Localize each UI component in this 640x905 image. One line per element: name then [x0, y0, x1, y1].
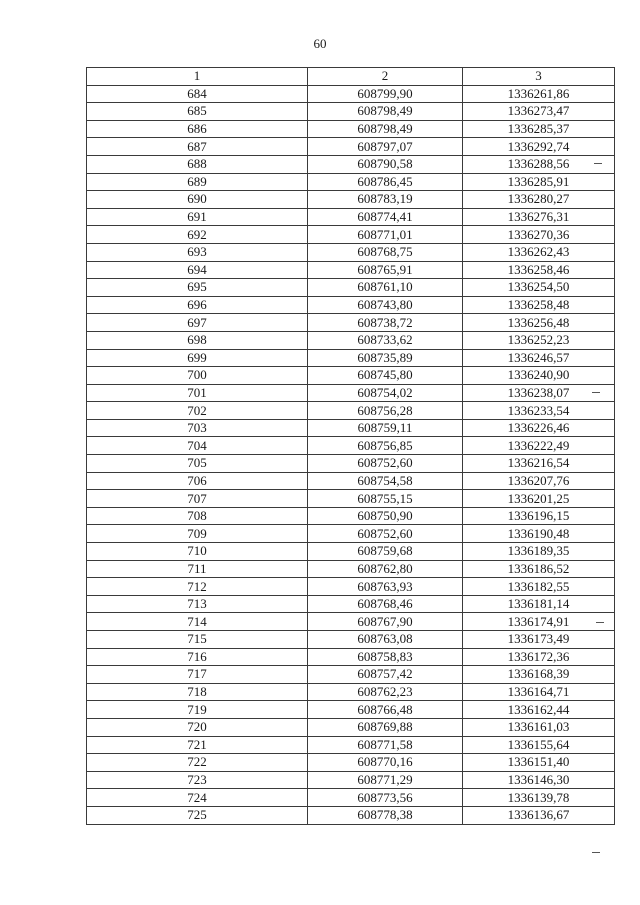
column-header-1: 1	[87, 68, 308, 86]
x-coordinate-cell: 608799,90	[308, 85, 463, 103]
point-number-cell: 710	[87, 543, 308, 561]
table-row	[87, 296, 615, 314]
y-coordinate-cell: 1336254,50	[463, 279, 615, 297]
y-coordinate-cell: 1336276,31	[463, 208, 615, 226]
y-coordinate-cell: 1336146,30	[463, 771, 615, 789]
point-number-cell: 700	[87, 367, 308, 385]
y-coordinate-cell: 1336238,07	[463, 384, 615, 402]
x-coordinate-cell: 608798,49	[308, 103, 463, 121]
y-coordinate-cell: 1336162,44	[463, 701, 615, 719]
point-number-cell: 718	[87, 683, 308, 701]
point-number-cell: 703	[87, 419, 308, 437]
x-coordinate-cell: 608733,62	[308, 331, 463, 349]
x-coordinate-cell: 608756,85	[308, 437, 463, 455]
point-number-cell: 686	[87, 120, 308, 138]
point-number-cell: 684	[87, 85, 308, 103]
x-coordinate-cell: 608773,56	[308, 789, 463, 807]
x-coordinate-cell: 608771,29	[308, 771, 463, 789]
table-row	[87, 701, 615, 719]
y-coordinate-cell: 1336172,36	[463, 648, 615, 666]
x-coordinate-cell: 608758,83	[308, 648, 463, 666]
y-coordinate-cell: 1336168,39	[463, 666, 615, 684]
point-number-cell: 689	[87, 173, 308, 191]
x-coordinate-cell: 608769,88	[308, 718, 463, 736]
x-coordinate-cell: 608771,01	[308, 226, 463, 244]
table-row	[87, 349, 615, 367]
y-coordinate-cell: 1336186,52	[463, 560, 615, 578]
table-row	[87, 631, 615, 649]
y-coordinate-cell: 1336151,40	[463, 754, 615, 772]
x-coordinate-cell: 608738,72	[308, 314, 463, 332]
point-number-cell: 701	[87, 384, 308, 402]
y-coordinate-cell: 1336222,49	[463, 437, 615, 455]
y-coordinate-cell: 1336252,23	[463, 331, 615, 349]
x-coordinate-cell: 608766,48	[308, 701, 463, 719]
table-row	[87, 226, 615, 244]
x-coordinate-cell: 608735,89	[308, 349, 463, 367]
table-row	[87, 472, 615, 490]
point-number-cell: 716	[87, 648, 308, 666]
scan-mark	[592, 392, 600, 393]
table-row	[87, 595, 615, 613]
x-coordinate-cell: 608774,41	[308, 208, 463, 226]
point-number-cell: 717	[87, 666, 308, 684]
x-coordinate-cell: 608759,68	[308, 543, 463, 561]
point-number-cell: 725	[87, 806, 308, 824]
x-coordinate-cell: 608768,46	[308, 595, 463, 613]
table-row	[87, 173, 615, 191]
y-coordinate-cell: 1336201,25	[463, 490, 615, 508]
y-coordinate-cell: 1336285,37	[463, 120, 615, 138]
y-coordinate-cell: 1336261,86	[463, 85, 615, 103]
table-row	[87, 120, 615, 138]
table-row	[87, 683, 615, 701]
x-coordinate-cell: 608762,80	[308, 560, 463, 578]
y-coordinate-cell: 1336139,78	[463, 789, 615, 807]
y-coordinate-cell: 1336174,91	[463, 613, 615, 631]
table-row	[87, 243, 615, 261]
scan-mark	[594, 163, 602, 164]
y-coordinate-cell: 1336280,27	[463, 191, 615, 209]
table-row	[87, 314, 615, 332]
x-coordinate-cell: 608759,11	[308, 419, 463, 437]
point-number-cell: 702	[87, 402, 308, 420]
x-coordinate-cell: 608765,91	[308, 261, 463, 279]
point-number-cell: 694	[87, 261, 308, 279]
table-row	[87, 578, 615, 596]
table-row	[87, 85, 615, 103]
point-number-cell: 696	[87, 296, 308, 314]
y-coordinate-cell: 1336262,43	[463, 243, 615, 261]
y-coordinate-cell: 1336207,76	[463, 472, 615, 490]
x-coordinate-cell: 608756,28	[308, 402, 463, 420]
point-number-cell: 708	[87, 507, 308, 525]
scan-mark	[596, 622, 604, 623]
y-coordinate-cell: 1336216,54	[463, 455, 615, 473]
y-coordinate-cell: 1336288,56	[463, 155, 615, 173]
x-coordinate-cell: 608752,60	[308, 455, 463, 473]
point-number-cell: 715	[87, 631, 308, 649]
y-coordinate-cell: 1336181,14	[463, 595, 615, 613]
x-coordinate-cell: 608771,58	[308, 736, 463, 754]
y-coordinate-cell: 1336182,55	[463, 578, 615, 596]
table-row	[87, 560, 615, 578]
point-number-cell: 713	[87, 595, 308, 613]
y-coordinate-cell: 1336256,48	[463, 314, 615, 332]
y-coordinate-cell: 1336258,46	[463, 261, 615, 279]
y-coordinate-cell: 1336292,74	[463, 138, 615, 156]
table-header-row	[87, 68, 615, 86]
coordinates-table	[86, 67, 615, 825]
table-row	[87, 191, 615, 209]
point-number-cell: 695	[87, 279, 308, 297]
column-header-2: 2	[308, 68, 463, 86]
x-coordinate-cell: 608763,08	[308, 631, 463, 649]
point-number-cell: 709	[87, 525, 308, 543]
y-coordinate-cell: 1336246,57	[463, 349, 615, 367]
table-row	[87, 331, 615, 349]
point-number-cell: 722	[87, 754, 308, 772]
x-coordinate-cell: 608763,93	[308, 578, 463, 596]
y-coordinate-cell: 1336226,46	[463, 419, 615, 437]
point-number-cell: 692	[87, 226, 308, 244]
table-row	[87, 736, 615, 754]
point-number-cell: 721	[87, 736, 308, 754]
table-row	[87, 138, 615, 156]
point-number-cell: 688	[87, 155, 308, 173]
point-number-cell: 723	[87, 771, 308, 789]
y-coordinate-cell: 1336161,03	[463, 718, 615, 736]
y-coordinate-cell: 1336258,48	[463, 296, 615, 314]
point-number-cell: 724	[87, 789, 308, 807]
x-coordinate-cell: 608790,58	[308, 155, 463, 173]
y-coordinate-cell: 1336233,54	[463, 402, 615, 420]
table-row	[87, 419, 615, 437]
x-coordinate-cell: 608770,16	[308, 754, 463, 772]
point-number-cell: 712	[87, 578, 308, 596]
y-coordinate-cell: 1336240,90	[463, 367, 615, 385]
table-row	[87, 455, 615, 473]
table-row	[87, 666, 615, 684]
x-coordinate-cell: 608797,07	[308, 138, 463, 156]
y-coordinate-cell: 1336173,49	[463, 631, 615, 649]
table-row	[87, 648, 615, 666]
x-coordinate-cell: 608755,15	[308, 490, 463, 508]
table-row	[87, 718, 615, 736]
point-number-cell: 697	[87, 314, 308, 332]
point-number-cell: 720	[87, 718, 308, 736]
x-coordinate-cell: 608752,60	[308, 525, 463, 543]
y-coordinate-cell: 1336190,48	[463, 525, 615, 543]
table-row	[87, 490, 615, 508]
y-coordinate-cell: 1336189,35	[463, 543, 615, 561]
point-number-cell: 699	[87, 349, 308, 367]
y-coordinate-cell: 1336155,64	[463, 736, 615, 754]
point-number-cell: 685	[87, 103, 308, 121]
table-row	[87, 155, 615, 173]
point-number-cell: 707	[87, 490, 308, 508]
y-coordinate-cell: 1336285,91	[463, 173, 615, 191]
table-row	[87, 507, 615, 525]
table-row	[87, 613, 615, 631]
x-coordinate-cell: 608798,49	[308, 120, 463, 138]
point-number-cell: 719	[87, 701, 308, 719]
table-row	[87, 806, 615, 824]
x-coordinate-cell: 608783,19	[308, 191, 463, 209]
scan-mark	[592, 852, 600, 853]
table-row	[87, 103, 615, 121]
point-number-cell: 705	[87, 455, 308, 473]
column-header-3: 3	[463, 68, 615, 86]
point-number-cell: 690	[87, 191, 308, 209]
page-number: 60	[313, 36, 327, 51]
table-row	[87, 261, 615, 279]
y-coordinate-cell: 1336164,71	[463, 683, 615, 701]
point-number-cell: 691	[87, 208, 308, 226]
y-coordinate-cell: 1336136,67	[463, 806, 615, 824]
table-row	[87, 525, 615, 543]
x-coordinate-cell: 608786,45	[308, 173, 463, 191]
table-row	[87, 279, 615, 297]
point-number-cell: 687	[87, 138, 308, 156]
table-row	[87, 754, 615, 772]
point-number-cell: 693	[87, 243, 308, 261]
x-coordinate-cell: 608750,90	[308, 507, 463, 525]
x-coordinate-cell: 608768,75	[308, 243, 463, 261]
x-coordinate-cell: 608745,80	[308, 367, 463, 385]
table-row	[87, 384, 615, 402]
table-row	[87, 402, 615, 420]
x-coordinate-cell: 608762,23	[308, 683, 463, 701]
y-coordinate-cell: 1336270,36	[463, 226, 615, 244]
table-row	[87, 543, 615, 561]
point-number-cell: 711	[87, 560, 308, 578]
table-body	[87, 85, 615, 824]
x-coordinate-cell: 608767,90	[308, 613, 463, 631]
y-coordinate-cell: 1336273,47	[463, 103, 615, 121]
table-row	[87, 208, 615, 226]
point-number-cell: 714	[87, 613, 308, 631]
x-coordinate-cell: 608754,02	[308, 384, 463, 402]
x-coordinate-cell: 608757,42	[308, 666, 463, 684]
table-row	[87, 771, 615, 789]
y-coordinate-cell: 1336196,15	[463, 507, 615, 525]
x-coordinate-cell: 608743,80	[308, 296, 463, 314]
table-row	[87, 437, 615, 455]
point-number-cell: 704	[87, 437, 308, 455]
x-coordinate-cell: 608754,58	[308, 472, 463, 490]
x-coordinate-cell: 608778,38	[308, 806, 463, 824]
table-row	[87, 789, 615, 807]
table-row	[87, 367, 615, 385]
point-number-cell: 698	[87, 331, 308, 349]
x-coordinate-cell: 608761,10	[308, 279, 463, 297]
point-number-cell: 706	[87, 472, 308, 490]
